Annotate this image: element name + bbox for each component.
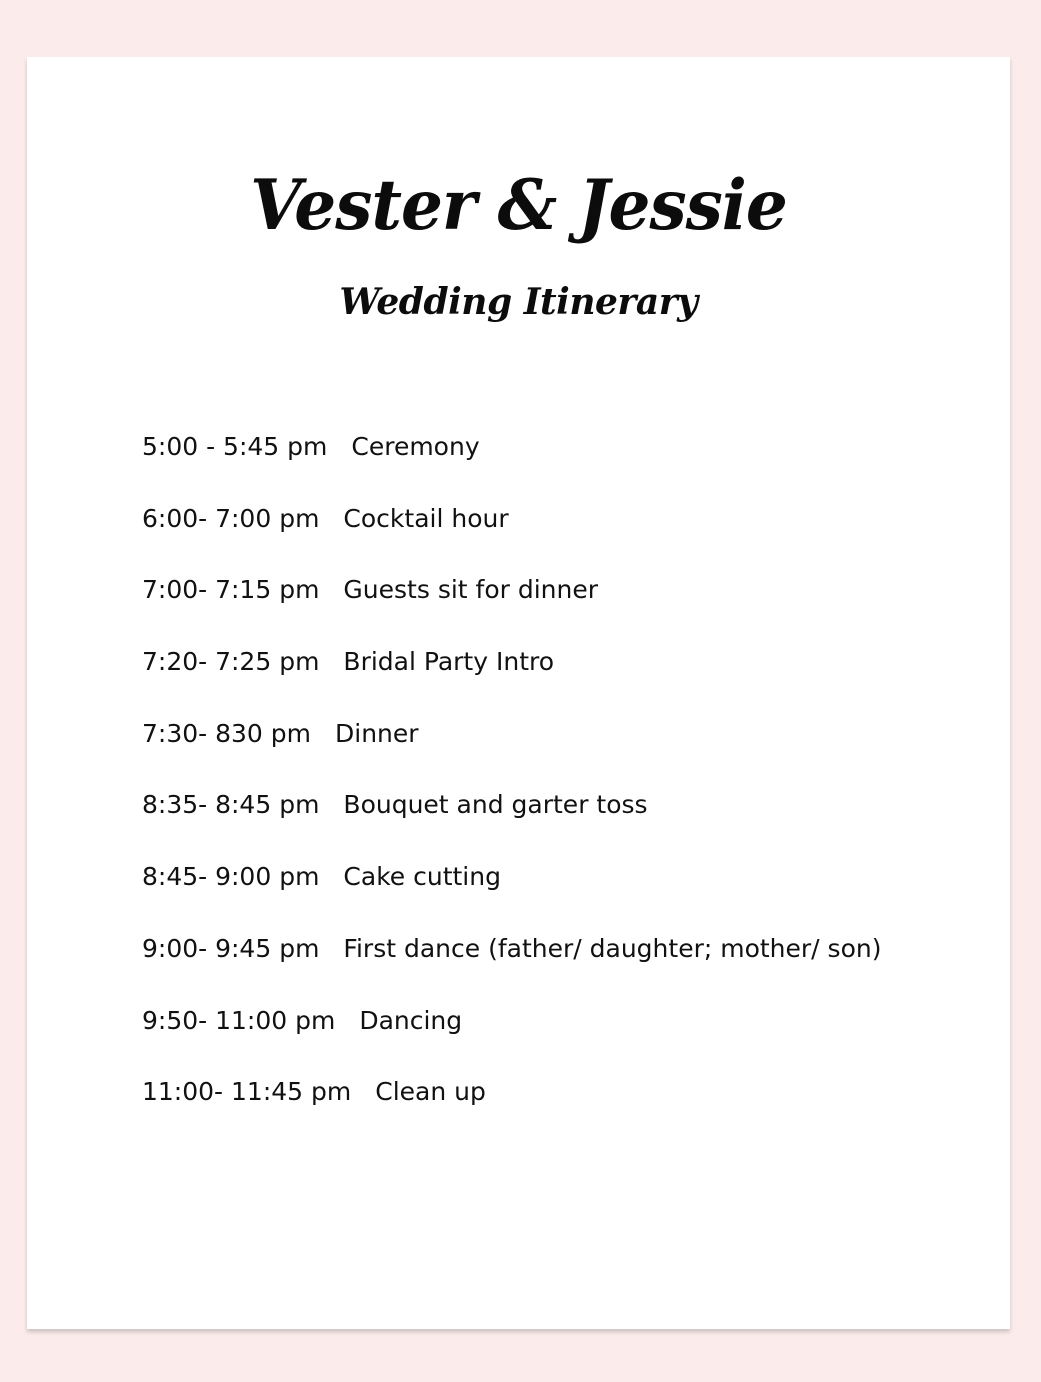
schedule-time: 11:00- 11:45 pm (142, 1077, 352, 1107)
schedule-time: 8:35- 8:45 pm (142, 790, 320, 820)
schedule-item (142, 1006, 881, 1078)
itinerary-subtitle: Wedding Itinerary (339, 281, 698, 323)
schedule-item (142, 1077, 881, 1149)
schedule-item (142, 862, 881, 934)
schedule-item (142, 575, 881, 647)
schedule-event: Bridal Party Intro (343, 647, 555, 677)
schedule-event: Ceremony (351, 432, 480, 461)
couple-names-title: Vester & Jessie (250, 164, 787, 246)
schedule-time: 8:45- 9:00 pm (142, 862, 320, 892)
schedule-time: 6:00- 7:00 pm (142, 503, 320, 533)
schedule-time: 9:00- 9:45 pm (142, 933, 320, 963)
schedule-event: Guests sit for dinner (343, 575, 599, 605)
schedule-event: Clean up (375, 1077, 486, 1107)
schedule-item (142, 647, 881, 719)
schedule-time: 5:00 - 5:45 pm (142, 432, 328, 461)
schedule-item (142, 719, 881, 791)
schedule-event: Bouquet and garter toss (343, 790, 648, 820)
schedule-list (142, 432, 881, 1149)
schedule-time: 9:50- 11:00 pm (142, 1005, 336, 1035)
schedule-time: 7:00- 7:15 pm (142, 575, 320, 605)
schedule-item (142, 790, 881, 862)
schedule-item (142, 934, 881, 1006)
schedule-item (142, 432, 881, 504)
schedule-event: Cocktail hour (343, 503, 509, 533)
schedule-event: Cake cutting (343, 862, 501, 892)
schedule-time: 7:20- 7:25 pm (142, 647, 320, 677)
schedule-event: First dance (father/ daughter; mother/ son) (343, 933, 882, 963)
schedule-item (142, 504, 881, 576)
schedule-event: Dinner (335, 718, 419, 748)
itinerary-page (27, 57, 1010, 1329)
schedule-time: 7:30- 830 pm (142, 718, 311, 748)
schedule-event: Dancing (359, 1005, 463, 1035)
